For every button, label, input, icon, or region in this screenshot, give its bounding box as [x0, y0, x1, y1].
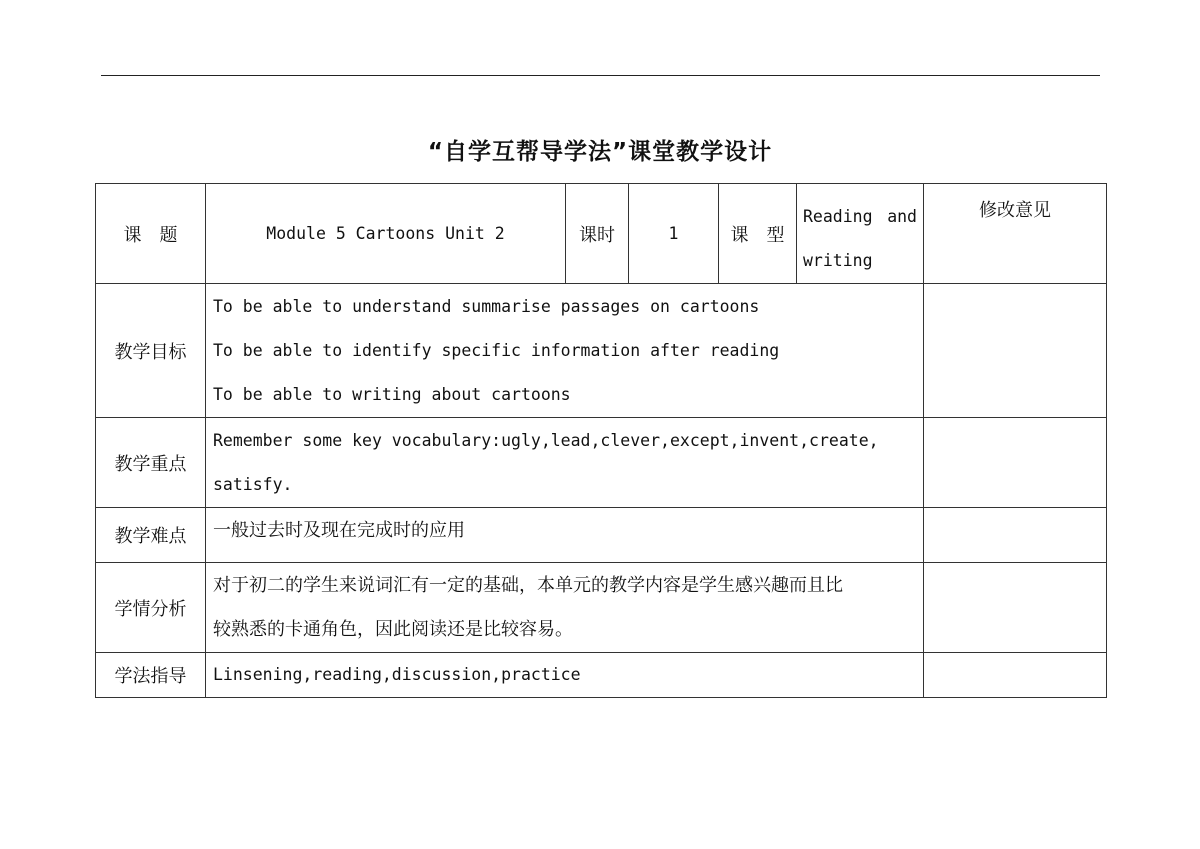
period-value: 1 [629, 184, 719, 284]
topic-value: Module 5 Cartoons Unit 2 [206, 184, 566, 284]
student-analysis-row [96, 563, 1107, 653]
period-label: 课时 [566, 184, 629, 284]
objectives-row [96, 284, 1107, 418]
objective-line: To be able to writing about cartoons [213, 384, 571, 404]
type-value [797, 184, 924, 284]
page-title: “自学互帮导学法”课堂教学设计 [427, 139, 773, 165]
revision-label: 修改意见 [924, 184, 1107, 284]
objectives-revision-cell [924, 284, 1107, 418]
topic-label: 课 题 [96, 184, 206, 284]
objectives-label: 教学目标 [96, 284, 206, 418]
key-points-revision-cell [924, 418, 1107, 508]
student-analysis-label: 学情分析 [96, 563, 206, 653]
student-analysis-content [206, 563, 924, 653]
objective-line: To be able to identify specific information after reading [213, 340, 780, 360]
type-label: 课 型 [719, 184, 797, 284]
lesson-plan-table [95, 183, 1107, 698]
method-guidance-label: 学法指导 [96, 653, 206, 698]
difficulties-revision-cell [924, 508, 1107, 563]
method-guidance-content: Linsening,reading,discussion,practice [206, 653, 924, 698]
header-rule [101, 75, 1100, 76]
key-points-content [206, 418, 924, 508]
method-guidance-revision-cell [924, 653, 1107, 698]
student-analysis-line: 较熟悉的卡通角色，因此阅读还是比较容易。 [213, 618, 573, 640]
header-row [96, 184, 1107, 284]
key-points-row [96, 418, 1107, 508]
key-points-line: Remember some key vocabulary:ugly,lead,clever,except,invent,create, [213, 430, 879, 450]
type-value-line1: Reading and [803, 207, 917, 226]
key-points-line: satisfy. [213, 474, 293, 494]
difficulties-content: 一般过去时及现在完成时的应用 [206, 508, 924, 563]
method-guidance-row [96, 653, 1107, 698]
objective-line: To be able to understand summarise passages on cartoons [213, 296, 760, 316]
key-points-label: 教学重点 [96, 418, 206, 508]
difficulties-row [96, 508, 1107, 563]
type-value-line2: writing [803, 251, 873, 270]
student-analysis-revision-cell [924, 563, 1107, 653]
difficulties-label: 教学难点 [96, 508, 206, 563]
objectives-content [206, 284, 924, 418]
student-analysis-line: 对于初二的学生来说词汇有一定的基础，本单元的教学内容是学生感兴趣而且比 [213, 574, 843, 596]
